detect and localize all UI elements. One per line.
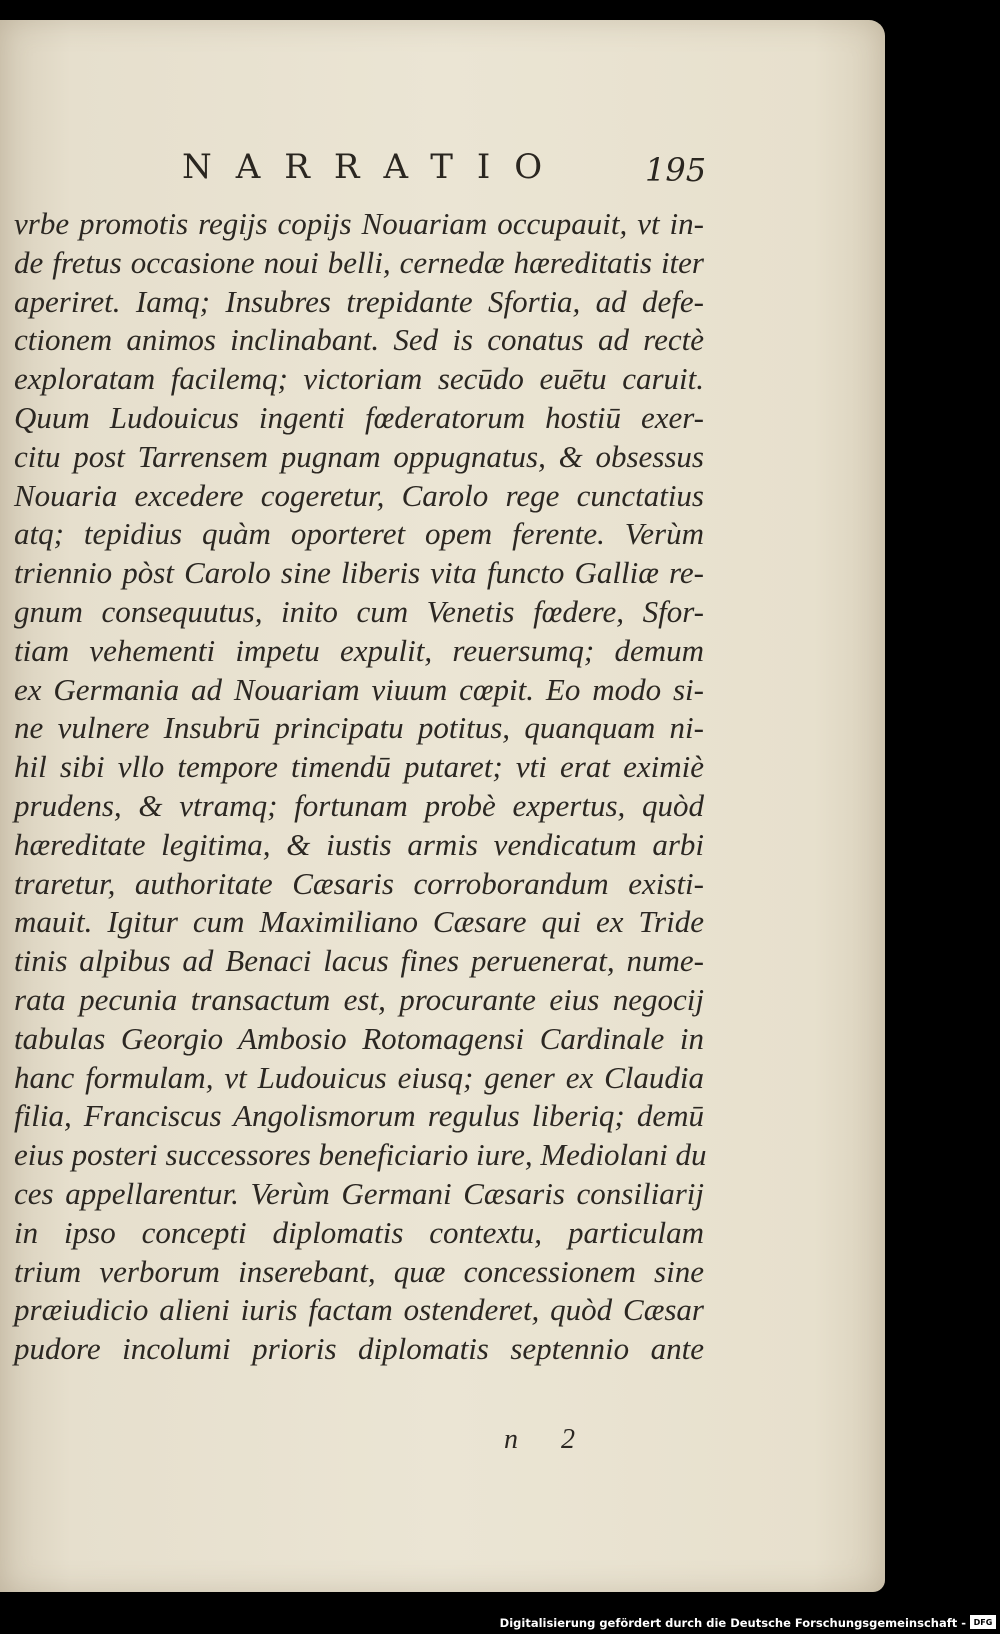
text-line: ex Germania ad Nouariam viuum cœpit. Eo modo si- [14, 671, 704, 707]
text-line: tabulas Georgio Ambosio Rotomagensi Cardinale in [14, 1020, 704, 1056]
text-line: mauit. Igitur cum Maximiliano Cæsare qui ex Tride [14, 904, 704, 940]
text-line: Quum Ludouicus ingenti fœderatorum hostiū exer- [14, 399, 704, 435]
text-line: hil sibi vllo tempore timendū putaret; vti erat eximiè [14, 749, 704, 785]
text-line: ne vulnere Insubrū principatu potitus, quanquam ni- [14, 710, 704, 746]
text-line: vrbe promotis regijs copijs Nouariam occupauit, vt in- [14, 206, 704, 241]
text-line: in ipso concepti diplomatis contextu, particulam [14, 1214, 704, 1250]
text-line: traretur, authoritate Cæsaris corroborandum existi- [14, 865, 704, 901]
text-line: trium verborum inserebant, quæ concessionem sine [14, 1253, 704, 1289]
page-number: 195 [645, 151, 707, 189]
body-text [14, 205, 707, 1369]
text-line: tiam vehementi impetu expulit, reuersumq; demum [14, 632, 704, 668]
text-line: Nouaria excedere cogeretur, Carolo rege cunctatius [14, 477, 704, 513]
text-line: tinis alpibus ad Benaci lacus fines peruenerat, nume- [14, 943, 704, 979]
text-line: pudore incolumi prioris diplomatis septennio ante [14, 1331, 704, 1367]
text-line: eius posteri successores beneficiario iure, Mediolani du [14, 1137, 707, 1173]
text-line: ces appellarentur. Verùm Germani Cæsaris consiliarij [14, 1175, 704, 1211]
text-line: filia, Franciscus Angolismorum regulus liberiq; demū [14, 1098, 704, 1134]
signature-mark: n 2 [504, 1424, 593, 1455]
running-head: NARRATIO [182, 147, 567, 187]
text-line: exploratam facilemq; victoriam secūdo euētu caruit. [14, 361, 704, 397]
page-header [0, 147, 885, 197]
text-line: aperiret. Iamq; Insubres trepidante Sfortia, ad defe- [14, 283, 704, 319]
text-line: ctionem animos inclinabant. Sed is conatus ad rectè [14, 322, 704, 358]
digitization-credit: Digitalisierung gefördert durch die Deutsche Forschungsgemeinschaft - [499, 1616, 966, 1630]
text-line: præiudicio alieni iuris factam ostenderet, quòd Cæsar [14, 1292, 704, 1328]
text-line: citu post Tarrensem pugnam oppugnatus, & obsessus [14, 438, 704, 474]
text-line: hanc formulam, vt Ludouicus eiusq; gener ex Claudia [14, 1059, 704, 1095]
text-line: gnum consequutus, inito cum Venetis fœdere, Sfor- [14, 593, 704, 629]
text-line: hæreditate legitima, & iustis armis vendicatum arbi [14, 826, 704, 862]
text-line: de fretus occasione noui belli, cernedæ hæreditatis iter [14, 244, 704, 280]
text-line: triennio pòst Carolo sine liberis vita functo Galliæ re- [14, 555, 704, 591]
text-line: atq; tepidius quàm oporteret opem ferente. Verùm [14, 516, 704, 552]
text-line: rata pecunia transactum est, procurante eius negocij [14, 981, 704, 1017]
text-line: prudens, & vtramq; fortunam probè expertus, quòd [14, 787, 704, 823]
footer-bar [0, 1612, 1000, 1634]
dfg-logo-icon: DFG [970, 1615, 996, 1629]
book-page [0, 20, 885, 1592]
